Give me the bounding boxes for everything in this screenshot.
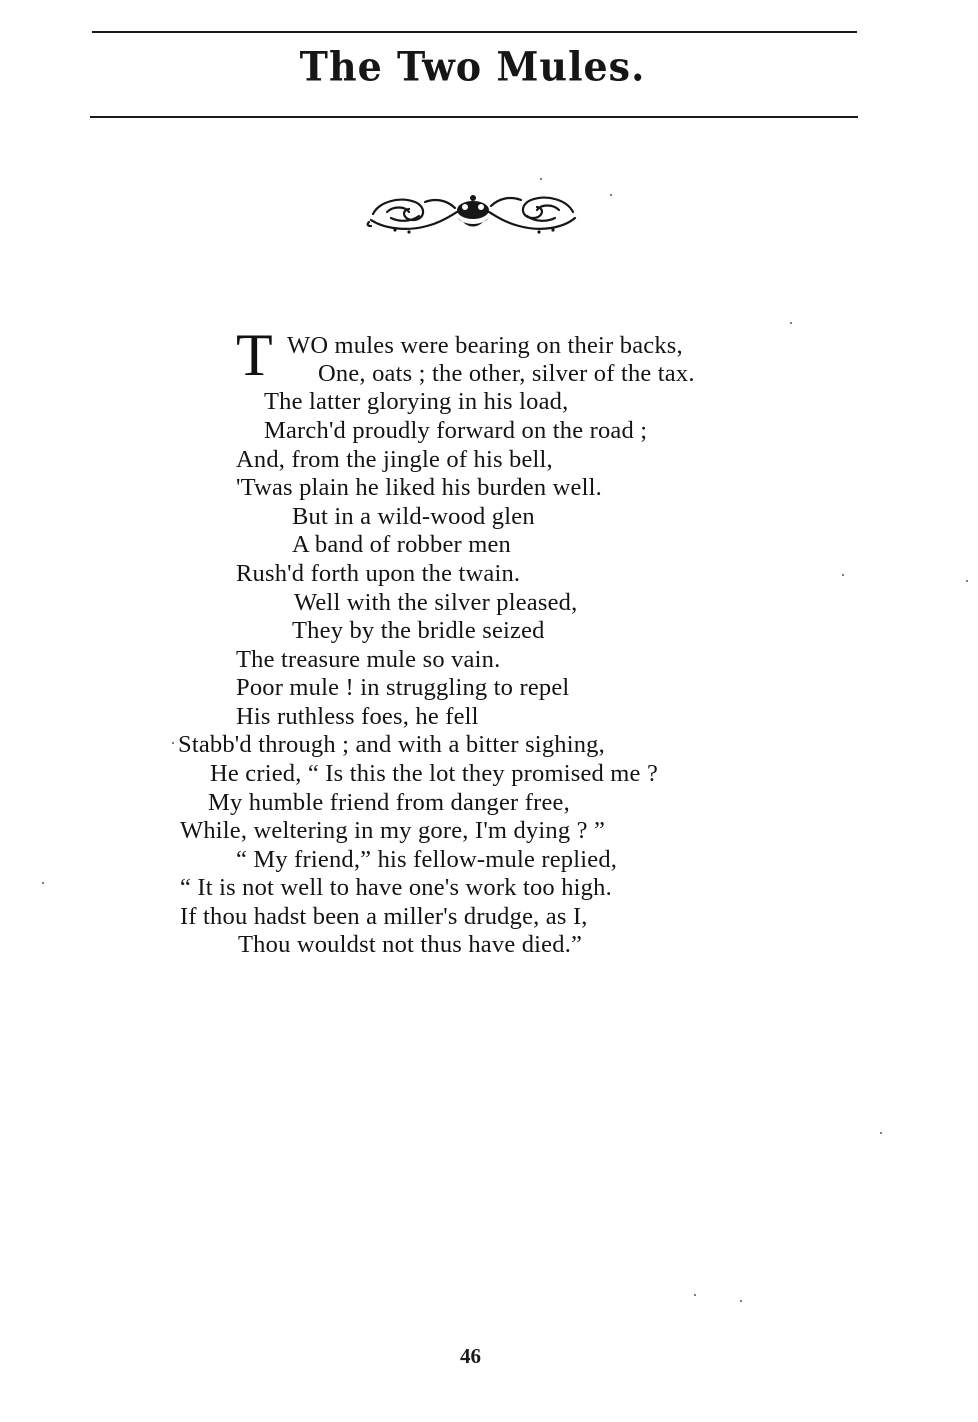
- poem-line: If thou hadst been a miller's drudge, as I,: [180, 903, 588, 930]
- poem-line: Stabb'd through ; and with a bitter sighing,: [178, 731, 605, 758]
- poem-line: WO mules were bearing on their backs,: [287, 332, 683, 359]
- scan-speck: [694, 1294, 696, 1296]
- scan-speck: [540, 178, 542, 180]
- poem-line: The latter glorying in his load,: [264, 388, 569, 415]
- poem-line: His ruthless foes, he fell: [236, 703, 479, 730]
- poem-line: One, oats ; the other, silver of the tax.: [318, 360, 695, 387]
- scan-speck: [966, 580, 968, 582]
- poem-line: He cried, “ Is this the lot they promised me ?: [210, 760, 659, 787]
- poem-line: But in a wild-wood glen: [292, 503, 535, 530]
- scan-speck: [610, 194, 612, 196]
- poem-line: “ My friend,” his fellow-mule replied,: [236, 846, 618, 873]
- poem-line: Rush'd forth upon the twain.: [236, 560, 521, 587]
- scan-speck: [790, 322, 792, 324]
- poem-line: And, from the jingle of his bell,: [236, 446, 553, 473]
- poem-line: They by the bridle seized: [292, 617, 545, 644]
- scan-speck: [740, 1300, 742, 1302]
- poem-line: Well with the silver pleased,: [294, 589, 578, 616]
- poem-line: A band of robber men: [292, 531, 511, 558]
- scan-speck: [842, 574, 844, 576]
- page-number: 46: [460, 1344, 481, 1368]
- poem-line: “ It is not well to have one's work too high.: [180, 874, 612, 901]
- page-title: The Two Mules.: [299, 42, 646, 91]
- poem-line: While, weltering in my gore, I'm dying ? ”: [180, 817, 606, 844]
- poem-line: Thou wouldst not thus have died.”: [238, 931, 583, 958]
- drop-cap: T: [236, 322, 273, 388]
- poem-line: March'd proudly forward on the road ;: [264, 417, 648, 444]
- poem-line: The treasure mule so vain.: [236, 646, 501, 673]
- poem-line: 'Twas plain he liked his burden well.: [236, 474, 602, 501]
- poem-line: My humble friend from danger free,: [208, 789, 570, 816]
- scan-speck: [42, 882, 44, 884]
- scan-speck: [172, 742, 174, 744]
- scan-speck: [880, 1132, 882, 1134]
- poem-line: Poor mule ! in struggling to repel: [236, 674, 570, 701]
